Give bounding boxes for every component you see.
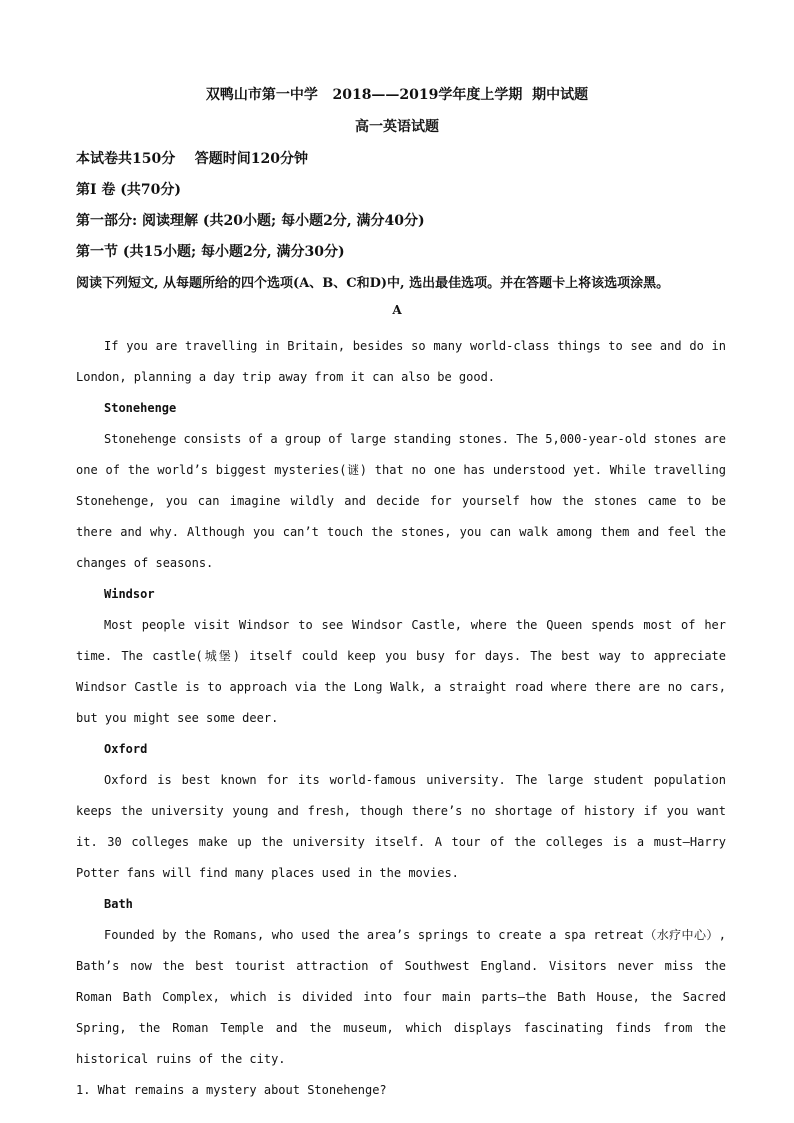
section-heading: 第一节 (共15小题; 每小题2分, 满分30分) xyxy=(76,244,345,260)
part-heading: 第一部分: 阅读理解 (共20小题; 每小题2分, 满分40分) xyxy=(76,213,425,229)
section-heading-stonehenge: Stonehenge xyxy=(104,401,177,415)
exam-title: 双鸭山市第一中学 2018——2019学年度上学期 期中试题 xyxy=(205,87,589,103)
section-text-stonehenge: Stonehenge consists of a group of large standing stones. The 5,000-year-old stones are one of the world’s biggest mysteries(谜) that no one has understood yet. While travelling Stonehenge, you can imagine wildly and decide for yourself how the stones came to be there and why. Although you can’t touch the stones, you can walk among them and feel the changes of seasons. xyxy=(76,432,726,570)
section-heading-windsor: Windsor xyxy=(104,587,155,601)
instructions: 阅读下列短文, 从每题所给的四个选项(A、B、C和D)中, 选出最佳选项。并在答题卡上将该选项涂黑。 xyxy=(76,276,670,291)
passage-letter: A xyxy=(392,303,402,317)
section-heading-oxford: Oxford xyxy=(104,742,148,756)
section-text-bath: Founded by the Romans, who used the area’s springs to create a spa retreat（水疗中心）, Bath’s now the best tourist attraction of Southwest England. Visitors never miss the Roman Bath Complex, which is divided into four main parts—the Bath House, the Sacred Spring, the Roman Temple and the museum, which displays fascinating finds from the historical ruins of the city. xyxy=(76,928,726,1066)
question-1: 1. What remains a mystery about Stonehenge? xyxy=(76,1083,387,1097)
passage-body xyxy=(76,331,726,1106)
section-text-oxford: Oxford is best known for its world-famous university. The large student population keeps the university young and fresh, though there’s no shortage of history if you want it. 30 colleges make up the university itself. A tour of the colleges is a must—Harry Potter fans will find many places used in the movies. xyxy=(76,773,726,880)
exam-info: 本试卷共150分 答题时间120分钟 xyxy=(76,151,308,167)
passage-intro: If you are travelling in Britain, besides so many world-class things to see and do in London, planning a day trip away from it can also be good. xyxy=(76,339,726,384)
section-heading-bath: Bath xyxy=(104,897,133,911)
section-text-windsor: Most people visit Windsor to see Windsor Castle, where the Queen spends most of her time. The castle(城堡) itself could keep you busy for days. The best way to appreciate Windsor Castle is to approach via the Long Walk, a straight road where there are no cars, but you might see some deer. xyxy=(76,618,726,725)
exam-subtitle: 高一英语试题 xyxy=(355,119,439,135)
volume-heading: 第I 卷 (共70分) xyxy=(76,182,182,198)
